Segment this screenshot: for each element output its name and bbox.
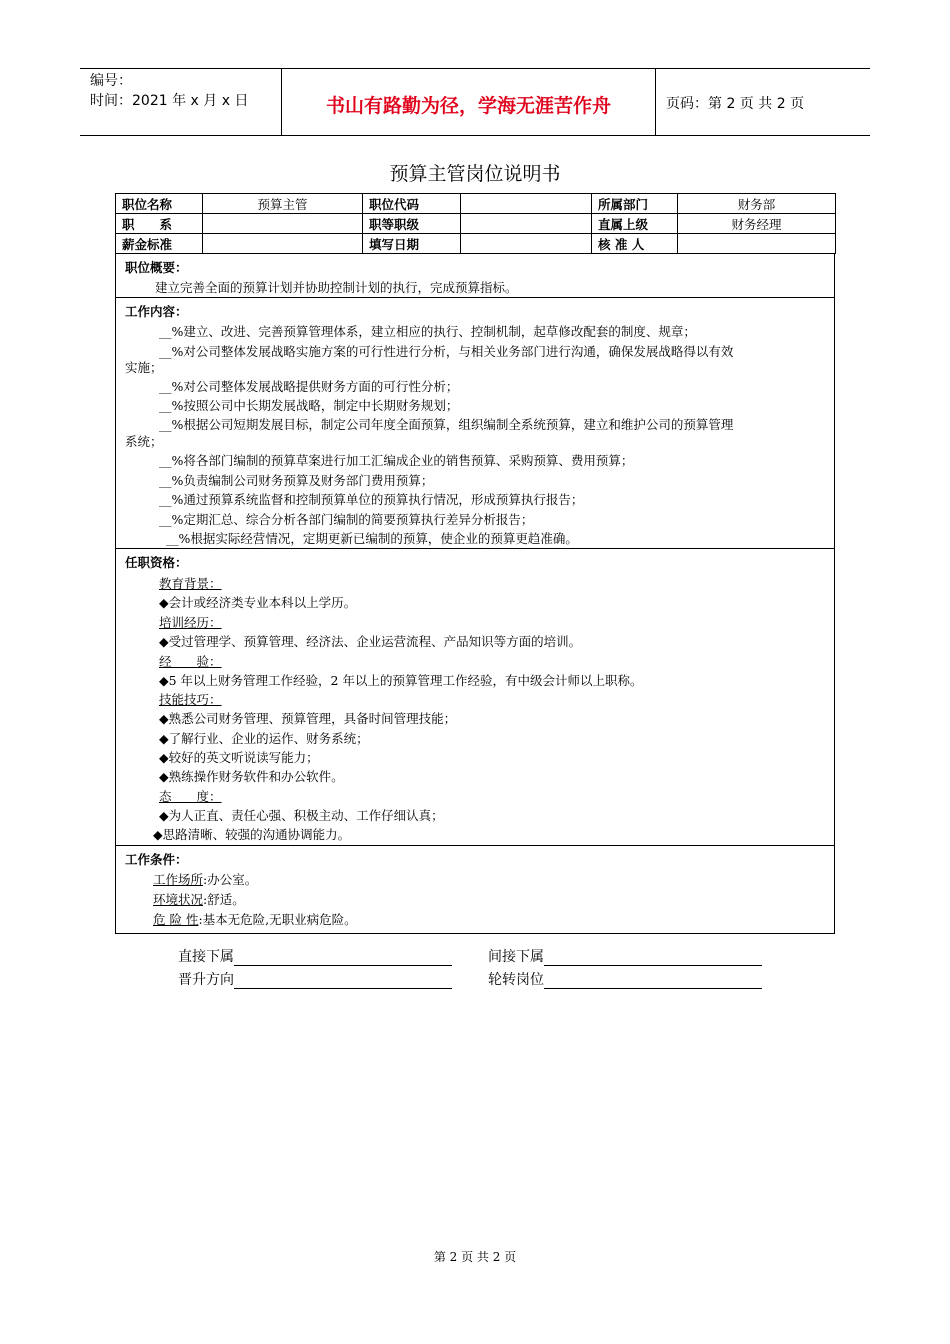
direct-subordinate-label: 直接下属 [178,949,234,965]
position-info-table [115,193,836,254]
table-row [116,194,836,214]
document-title: 预算主管岗位说明书 [389,163,561,185]
label-grade: 职等职级 [363,214,461,234]
attitude-item: ◆思路清晰、较强的沟通协调能力。 [153,827,351,842]
label-position-name: 职位名称 [116,194,203,214]
section-qualifications [115,549,835,846]
table-row [116,214,836,234]
section-title: 任职资格： [125,555,188,570]
skills-label: 技能技巧： [159,692,222,707]
direct-subordinate-line[interactable] [234,951,452,966]
doc-number-label: 编号： [90,73,132,89]
duty-item: __%对公司整体发展战略提供财务方面的可行性分析； [159,379,459,394]
risk-value: :基本无危险,无职业病危险。 [198,912,357,927]
duty-item: __%对公司整体发展战略实施方案的可行性进行分析，与相关业务部门进行沟通，确保发展战略得以有效 [159,344,734,359]
section-title: 工作条件： [125,852,188,867]
value-job-family [203,214,363,234]
section-overview [115,254,835,298]
education-item: ◆会计或经济类专业本科以上学历。 [159,595,357,610]
header-motto: 书山有路勤为径，学海无涯苦作舟 [325,95,611,117]
page-header [80,68,870,136]
duty-item: __%根据公司短期发展目标，制定公司年度全面预算，组织编制全系统预算，建立和维护公司的预算管理 [159,417,734,432]
table-row [116,234,836,254]
rotation-line[interactable] [544,974,762,989]
skill-item: ◆了解行业、企业的运作、财务系统； [159,731,369,746]
promotion-field [178,969,452,989]
value-salary [203,234,363,254]
value-supervisor: 财务经理 [678,214,836,234]
duty-item: 系统； [125,434,163,449]
duty-item: __%根据实际经营情况，定期更新已编制的预算，使企业的预算更趋准确。 [166,531,578,546]
header-page-label: 页码：第 2 页 共 2 页 [666,96,805,112]
condition-risk [153,910,357,928]
overview-text: 建立完善全面的预算计划并协助控制计划的执行，完成预算指标。 [155,280,518,295]
value-fill-date [461,234,592,254]
experience-label: 经 验： [159,654,222,669]
duty-item: __%将各部门编制的预算草案进行加工汇编成企业的销售预算、采购预算、费用预算； [159,453,634,468]
label-position-code: 职位代码 [363,194,461,214]
doc-time-label: 时间：2021 年 x 月 x 日 [90,93,249,109]
promotion-label: 晋升方向 [178,972,234,988]
training-item: ◆受过管理学、预算管理、经济法、企业运营流程、产品知识等方面的培训。 [159,634,582,649]
promotion-line[interactable] [234,974,452,989]
duty-item: 实施； [125,360,163,375]
value-position-code [461,194,592,214]
condition-environment [153,890,245,908]
indirect-subordinate-label: 间接下属 [488,949,544,965]
training-label: 培训经历： [159,615,222,630]
direct-subordinate-field [178,946,452,966]
value-grade [461,214,592,234]
section-conditions [115,846,835,934]
duty-item: __%负责编制公司财务预算及财务部门费用预算； [159,473,434,488]
value-department: 财务部 [678,194,836,214]
duty-item: __%按照公司中长期发展战略，制定中长期财务规划； [159,398,459,413]
skill-item: ◆熟练操作财务软件和办公软件。 [159,769,344,784]
duty-item: __%通过预算系统监督和控制预算单位的预算执行情况，形成预算执行报告； [159,492,584,507]
rotation-label: 轮转岗位 [488,972,544,988]
page-number: 第 2 页 共 2 页 [433,1250,517,1264]
skill-item: ◆熟悉公司财务管理、预算管理，具备时间管理技能； [159,711,457,726]
label-salary: 薪金标准 [116,234,203,254]
attitude-label: 态 度： [159,789,222,804]
label-approver: 核 准 人 [592,234,678,254]
place-value: :办公室。 [203,872,258,887]
education-label: 教育背景： [159,576,222,591]
duty-item: __%定期汇总、综合分析各部门编制的简要预算执行差异分析报告； [159,512,534,527]
skill-item: ◆较好的英文听说读写能力； [159,750,319,765]
risk-label: 危 险 性 [153,912,199,927]
section-duties [115,298,835,549]
label-fill-date: 填写日期 [363,234,461,254]
label-supervisor: 直属上级 [592,214,678,234]
indirect-subordinate-field [488,946,762,966]
rotation-field [488,969,762,989]
place-label: 工作场所 [153,872,204,887]
section-title: 职位概要： [125,260,188,275]
label-department: 所属部门 [592,194,678,214]
env-label: 环境状况 [153,892,204,907]
duty-item: __%建立、改进、完善预算管理体系，建立相应的执行、控制机制，起草修改配套的制度、规章； [159,324,696,339]
header-meta [90,71,248,111]
value-approver [678,234,836,254]
header-divider [655,69,656,135]
indirect-subordinate-line[interactable] [544,951,762,966]
condition-place [153,870,257,888]
experience-item: ◆5 年以上财务管理工作经验，2 年以上的预算管理工作经验，有中级会计师以上职称。 [159,673,643,688]
attitude-item: ◆为人正直、责任心强、积极主动、工作仔细认真； [159,808,444,823]
label-job-family: 职 系 [116,214,203,234]
section-title: 工作内容： [125,304,188,319]
value-position-name: 预算主管 [203,194,363,214]
env-value: :舒适。 [203,892,245,907]
